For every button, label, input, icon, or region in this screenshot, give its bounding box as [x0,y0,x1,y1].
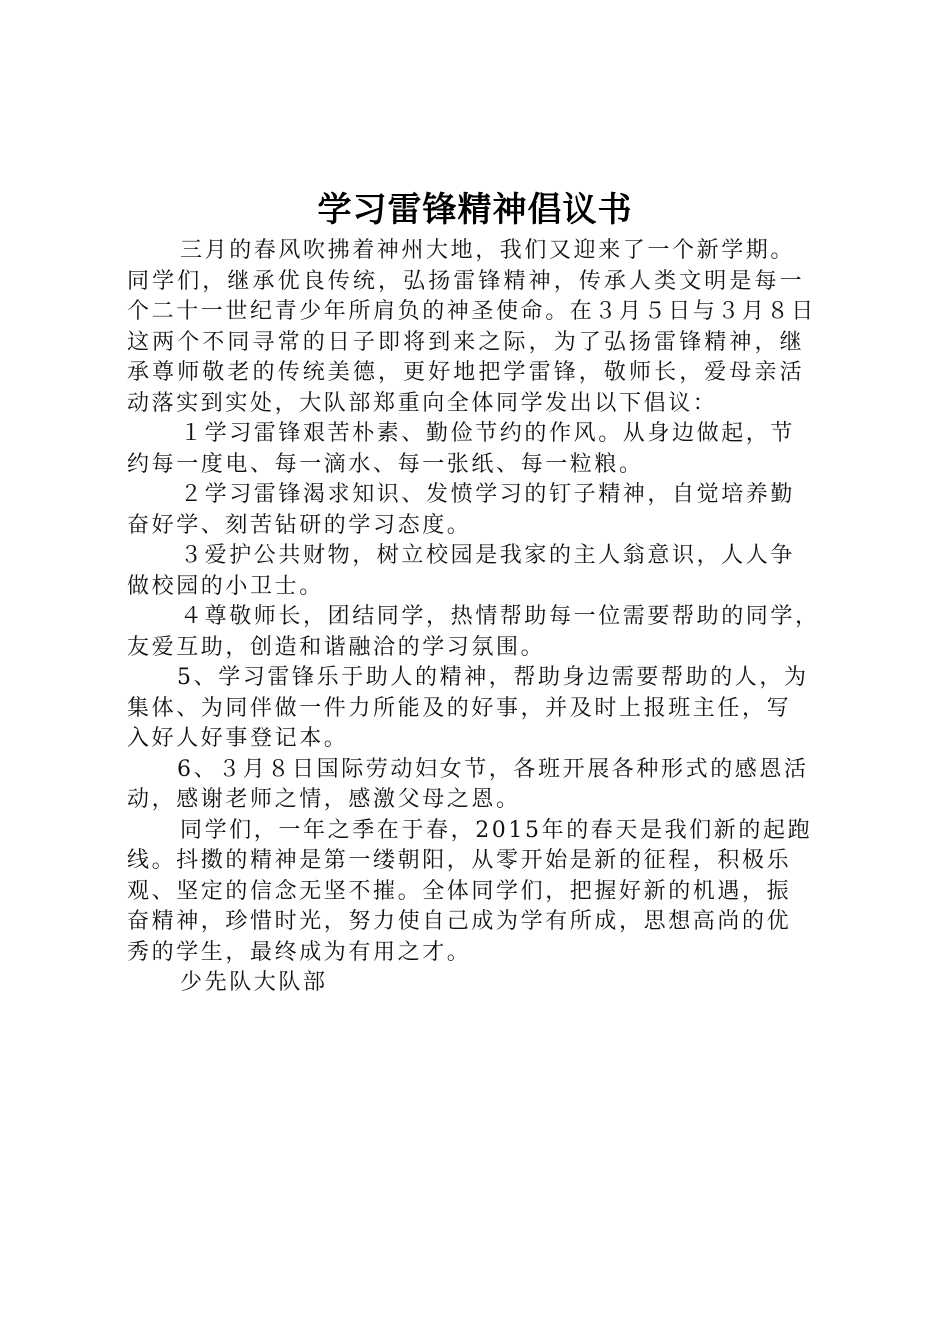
signature-line: 少先队大队部 [180,970,328,995]
paragraph-line: 友爱互助，创造和谐融洽的学习氛围。 [127,634,546,660]
paragraph-line: 做校园的小卫士。 [127,573,324,599]
paragraph-line: 这两个不同寻常的日子即将到来之际，为了弘扬雷锋精神，继 [127,329,805,355]
paragraph-line: 线。抖擞的精神是第一缕朝阳，从零开始是新的征程，积极乐 [127,848,792,873]
paragraph-line: ２学习雷锋渴求知识、发愤学习的钉子精神，自觉培养勤 [180,482,796,507]
paragraph-line: 三月的春风吹拂着神州大地，我们又迎来了一个新学期。 [180,238,796,263]
paragraph-line: １学习雷锋艰苦朴素、勤俭节约的作风。从身边做起，节 [180,421,796,446]
paragraph-line: 奋精神，珍惜时光，努力使自己成为学有所成，思想高尚的优 [127,909,792,934]
paragraph-line: 动落实到实处，大队部郑重向全体同学发出以下倡议： [127,390,718,416]
paragraph-line: 奋好学、刻苦钻研的学习态度。 [127,512,472,538]
paragraph-line: 观、坚定的信念无坚不摧。全体同学们，把握好新的机遇，振 [127,878,792,904]
paragraph-line: 约每一度电、每一滴水、每一张纸、每一粒粮。 [127,451,644,477]
paragraph-line: ４尊敬师长，团结同学，热情帮助每一位需要帮助的同学， [180,604,820,629]
paragraph-line: 集体、为同伴做一件力所能及的好事，并及时上报班主任，写 [127,695,792,721]
paragraph-line: 秀的学生，最终成为有用之才。 [127,939,472,965]
document-body [127,236,839,999]
paragraph-line: 5、学习雷锋乐于助人的精神，帮助身边需要帮助的人，为 [177,665,809,690]
paragraph-line: 同学们，继承优良传统，弘扬雷锋精神，传承人类文明是每一 [127,268,805,294]
document-title: 学习雷锋精神倡议书 [317,190,633,230]
paragraph-line: 个二十一世纪青少年所肩负的神圣使命。在３月５日与３月８日 [127,299,816,324]
paragraph-line: 入好人好事登记本。 [127,726,349,751]
paragraph-line: 动，感谢老师之情，感激父母之恩。 [127,787,521,812]
paragraph-line: 同学们，一年之季在于春，2015年的春天是我们新的起跑 [180,817,813,843]
paragraph-line: 6、３月８日国际劳动妇女节，各班开展各种形式的感恩活 [177,756,809,782]
paragraph-line: ３爱护公共财物，树立校园是我家的主人翁意识，人人争 [180,543,796,568]
paragraph-line: 承尊师敬老的传统美德，更好地把学雷锋，敬师长，爱母亲活 [127,360,805,385]
